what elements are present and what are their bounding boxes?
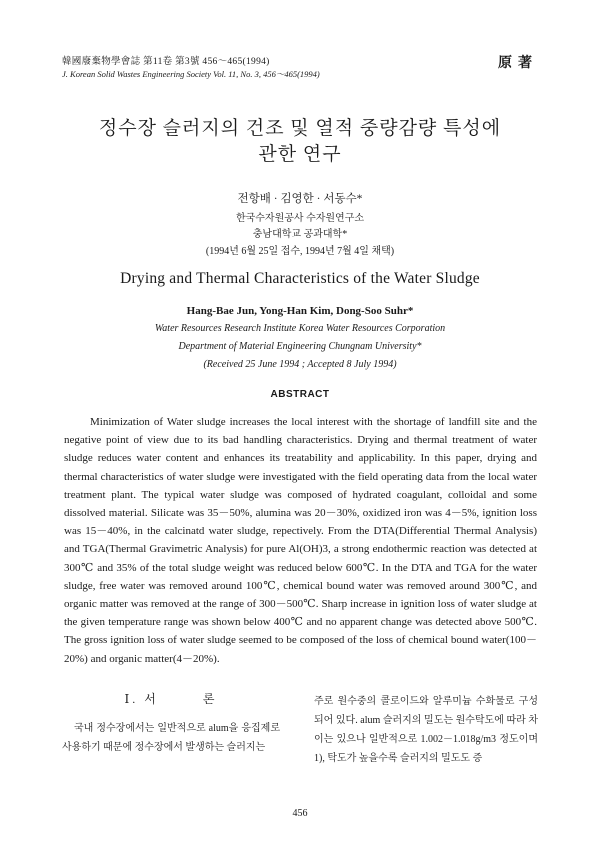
- korean-affiliation-2: 충남대학교 공과대학*: [252, 229, 348, 240]
- korean-title: [0, 116, 600, 168]
- abstract-body: Minimization of Water sludge increases the local interest with the shortage of landfill site and the negative point of view due to its bad handling characteristics. Drying and thermal treatment of water sludge reduces water content and enhances its treatability and applicability. In this paper, drying and thermal characteristics of water sludge were investigated with the field operating data from the local water treatment plant. The typical water sludge was composed of hydrated coagulant, colloidal and some dissolved material. Silicate was 35－50%, alumina was 20－30%, oxidized iron was 4－5%, ignition loss was 15－40%, in the calcinatd water sludge, repectively. From the DTA(Differential Thermal Analysis) and TGA(Thermal Gravimetric Analysis) for pure Al(OH)3, a strong endothermic reaction was detected at 300℃ and 35% of the total sludge weight was reduced below 600℃. In the DTA and TGA for the water sludge, free water was removed around 100℃, chemical bound water was removed around 300℃, and organic matter was removed at the range of 300－500℃. Sharp increase in ignition loss of water sludge at the given temperature range was shown below 400℃ and no apparent change was detected above 500℃. The gross ignition loss of water sludge seemed to be composed of the loss of chemical bound water(100－20%) and organic matter(4－20%).: [64, 416, 537, 665]
- english-title: Drying and Thermal Characteristics of the Water Sludge: [120, 270, 480, 287]
- intro-paragraph-left: 국내 정수장에서는 일반적으로 alum을 응집제로 사용하기 때문에 정수장에서 발생하는 슬러지는: [62, 723, 280, 753]
- article-type-label: 原著: [498, 55, 538, 71]
- korean-title-line-1: 정수장 슬러지의 건조 및 열적 중량감량 특성에: [98, 118, 502, 139]
- journal-citation-korean: 韓國廢棄物學會誌 第11卷 第3號 456～465(1994): [62, 57, 270, 67]
- abstract-heading: ABSTRACT: [270, 389, 330, 400]
- section-title: 론: [202, 692, 218, 706]
- body-left-column: [62, 690, 280, 757]
- section-number: Ⅰ. 서: [124, 692, 159, 706]
- korean-authors: 전항배 · 김영한 · 서동수*: [237, 193, 363, 205]
- korean-received-dates: (1994년 6월 25일 접수, 1994년 7월 4일 채택): [205, 246, 395, 257]
- journal-citation-english: J. Korean Solid Wastes Engineering Society Vol. 11, No. 3, 456～465(1994): [62, 69, 320, 79]
- korean-affiliation-1: 한국수자원공사 수자원연구소: [235, 213, 365, 224]
- section-heading-introduction: [62, 690, 280, 707]
- page-number: 456: [292, 808, 308, 819]
- korean-title-line-2: 관한 연구: [258, 144, 342, 165]
- body-right-column: [314, 692, 538, 768]
- english-authors: Hang-Bae Jun, Yong-Han Kim, Dong-Soo Suhr*: [186, 305, 414, 317]
- english-affiliation-2: Department of Material Engineering Chungnam University*: [178, 341, 422, 352]
- intro-paragraph-right: 주로 원수중의 콜로이드와 알루미늄 수화물로 구성되어 있다. alum 슬러지의 밀도는 원수탁도에 따라 차이는 있으나 일반적으로 1.002－1.018g/m3 정도이며1), 탁도가 높을수록 슬러지의 밀도도 증: [314, 696, 538, 764]
- english-received-dates: (Received 25 June 1994 ; Accepted 8 July 1994): [203, 359, 397, 370]
- english-affiliation-1: Water Resources Research Institute Korea Water Resources Corporation: [154, 323, 446, 334]
